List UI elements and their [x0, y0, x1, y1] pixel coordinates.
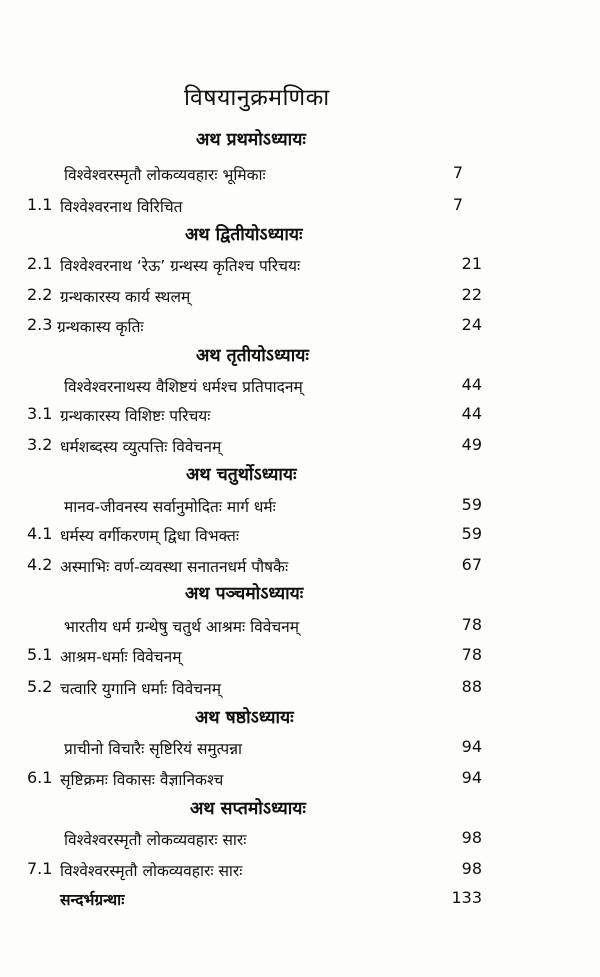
chapter-heading — [0, 462, 600, 494]
chapter-heading — [0, 127, 600, 159]
chapter-title: अथ षष्ठोऽध्यायः — [195, 708, 294, 728]
page-number: 7 — [452, 163, 463, 182]
chapter-heading — [0, 581, 600, 613]
section-number: 2.2 — [27, 285, 53, 304]
chapter-title: अथ तृतीयोऽध्यायः — [196, 346, 309, 366]
toc-entry — [0, 675, 600, 707]
page-number: 78 — [461, 615, 482, 634]
chapter-heading — [0, 705, 600, 737]
section-number: 2.3 — [27, 315, 53, 334]
section-number: 5.2 — [27, 677, 53, 696]
entry-title: विश्वेश्वरनाथस्य वैशिष्टयं धर्मश्च प्रतिपादनम् — [64, 378, 303, 396]
chapter-heading — [0, 796, 600, 828]
page-number: 59 — [461, 524, 482, 543]
chapter-title: अथ सप्तमोऽध्यायः — [190, 799, 306, 819]
entry-title: धर्मस्य वर्गीकरणम् द्विधा विभक्तः — [60, 527, 239, 545]
page-number: 7 — [452, 195, 463, 214]
chapter-title: अथ द्वितीयोऽध्यायः — [185, 225, 303, 245]
page-number: 59 — [461, 495, 482, 514]
toc-entry — [0, 373, 600, 405]
toc-entry — [0, 493, 600, 525]
entry-title: अस्माभिः वर्ण-व्यवस्था सनातनधर्म पौषकैः — [60, 558, 289, 576]
section-number: 3.1 — [27, 404, 53, 423]
toc-entry — [0, 522, 600, 554]
page-number: 94 — [461, 768, 482, 787]
section-number: 2.1 — [27, 254, 53, 273]
page-number: 98 — [461, 828, 482, 847]
entry-title: विश्वेश्वरनाथ ‘रेऊ’ ग्रन्थस्य कृतिश्च परिचयः — [60, 257, 301, 275]
toc-entry — [0, 826, 600, 858]
chapter-title: अथ चतुर्थोऽध्यायः — [186, 465, 297, 485]
entry-title: आश्रम-धर्माः विवेचनम् — [60, 648, 182, 666]
page-number: 98 — [461, 859, 482, 878]
entry-title: विश्वेश्वरनाथ विरिचित — [60, 198, 183, 216]
page-number: 49 — [461, 435, 482, 454]
chapter-heading — [0, 343, 600, 375]
toc-entry — [0, 766, 600, 798]
page-number: 44 — [461, 404, 482, 423]
toc-entry — [0, 193, 600, 225]
page-number: 133 — [451, 888, 482, 907]
toc-entry — [0, 857, 600, 889]
page-number: 24 — [461, 315, 482, 334]
page-number: 94 — [461, 737, 482, 756]
page-number: 67 — [461, 555, 482, 574]
page-number: 21 — [461, 254, 482, 273]
chapter-title: अथ प्रथमोऽध्यायः — [196, 130, 306, 150]
toc-entry — [0, 252, 600, 284]
toc-entry — [0, 735, 600, 767]
toc-entry — [0, 313, 600, 345]
entry-title: ग्रन्थकास्य कृतिः — [57, 318, 144, 336]
entry-title: भारतीय धर्म ग्रन्थेषु चतुर्थ आश्रमः विवेचनम् — [64, 618, 300, 636]
toc-entry — [0, 283, 600, 315]
page-number: 88 — [461, 677, 482, 696]
chapter-title: अथ पञ्चमोऽध्यायः — [185, 584, 304, 604]
section-number: 5.1 — [27, 645, 53, 664]
page-number: 78 — [461, 645, 482, 664]
entry-title: धर्मशब्दस्य व्युत्पत्तिः विवेचनम् — [60, 438, 222, 456]
chapter-heading — [0, 222, 600, 254]
section-number: 4.2 — [27, 555, 53, 574]
toc-entry — [0, 402, 600, 434]
section-number: 3.2 — [27, 435, 53, 454]
entry-title: ग्रन्थकारस्य विशिष्टः परिचयः — [60, 407, 211, 425]
section-number: 7.1 — [27, 859, 53, 878]
section-number: 4.1 — [27, 524, 53, 543]
toc-entry — [0, 886, 600, 918]
entry-title: ग्रन्थकारस्य कार्य स्थलम् — [60, 288, 191, 306]
entry-title: विश्वेश्वरस्मृतौ लोकव्यवहारः सारः — [64, 831, 247, 849]
entry-title: सन्दर्भग्रन्थाः — [60, 891, 125, 909]
page-number: 44 — [461, 375, 482, 394]
entry-title: सृष्टिक्रमः विकासः वैज्ञानिकश्च — [60, 771, 224, 789]
entry-title: विश्वेश्वरस्मृतौ लोकव्यवहारः भूमिकाः — [64, 166, 266, 184]
section-number: 1.1 — [27, 195, 53, 214]
toc-entry — [0, 613, 600, 645]
toc-entry — [0, 161, 600, 193]
section-number: 6.1 — [27, 768, 53, 787]
entry-title: मानव-जीवनस्य सर्वानुमोदितः मार्ग धर्मः — [64, 498, 276, 516]
page-title: विषयानुक्रमणिका — [184, 85, 330, 111]
toc-entry — [0, 643, 600, 675]
entry-title: चत्वारि युगानि धर्माः विवेचनम् — [60, 680, 221, 698]
entry-title: प्राचीनो विचारैः सृष्टिरियं समुत्पन्ना — [64, 740, 243, 758]
page-number: 22 — [461, 285, 482, 304]
toc-entry — [0, 433, 600, 465]
entry-title: विश्वेश्वरस्मृतौ लोकव्यवहारः सारः — [60, 862, 243, 880]
